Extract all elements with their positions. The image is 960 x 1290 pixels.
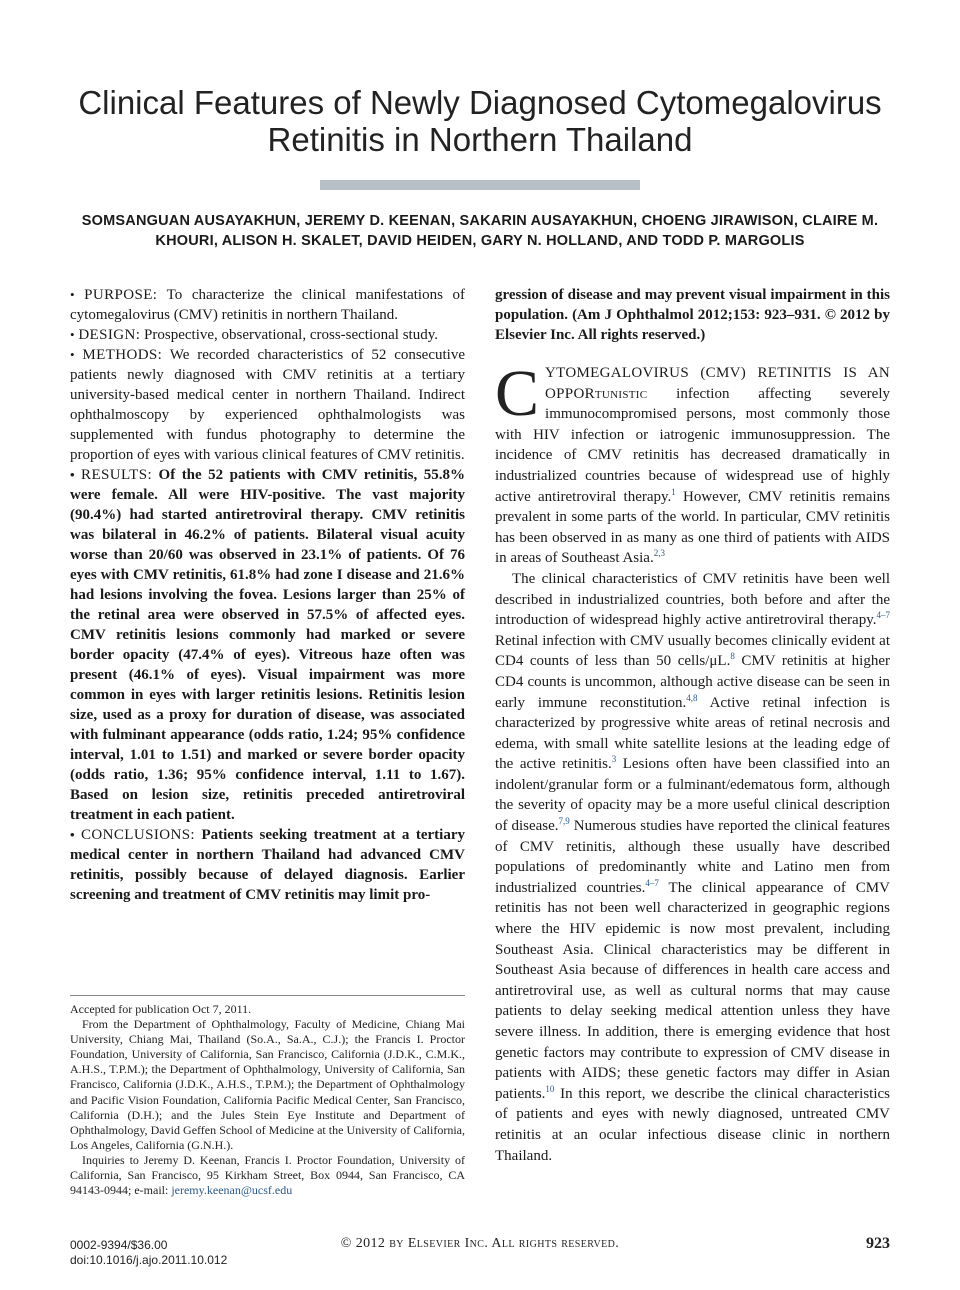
title-divider (320, 180, 640, 190)
body-text: Retinal infection with CMV usually becomes clinically evident at CD4 counts of less than 50 cells/μL. (495, 632, 890, 670)
abstract-continued: gression of disease and may prevent visual impairment in this population. (Am J Ophthalmol 2012;153: 923–931. © 2012 by Elsevier Inc. All rights reserved.) (495, 287, 890, 343)
page-number: 923 (866, 1235, 890, 1252)
conclusions-label: CONCLUSIONS: (81, 827, 195, 843)
abstract-conclusions (70, 825, 465, 905)
author-list: SOMSANGUAN AUSAYAKHUN, JEREMY D. KEENAN, SAKARIN AUSAYAKHUN, CHOENG JIRAWISON, CLAIRE M. KHOURI, ALISON H. SKALET, DAVID HEIDEN, GARY N. HOLLAND, AND TODD P. MARGOLIS (81, 213, 879, 249)
intro-paragraph-1 (495, 357, 891, 569)
footnotes (70, 1002, 465, 1198)
purpose-label: PURPOSE: (84, 287, 158, 303)
lead-in-text: YTOMEGALOVIRUS (CMV) RETINITIS IS AN OPPORtunistic (545, 365, 890, 402)
abstract-design (70, 325, 465, 345)
drop-cap: C (495, 357, 540, 430)
reference-link[interactable]: 2,3 (653, 548, 665, 559)
abstract-column (70, 285, 465, 905)
email-link[interactable]: jeremy.keenan@ucsf.edu (171, 1183, 293, 1198)
body-text: Numerous studies have reported the clinical features of CMV retinitis, although these usually have described populations of predominantly white and Latino men from industrialized countries. (495, 818, 891, 896)
results-label: RESULTS: (81, 467, 153, 483)
correspondence (70, 1153, 465, 1198)
purpose-text: To characterize the clinical manifestations of cytomegalovirus (CMV) retinitis in northern Thailand. (70, 287, 465, 323)
body-text: infection affecting severely immunocompromised persons, most commonly those with HIV infection or iatrogenic immunosuppression. The incidence of CMV retinitis has decreased dramatically in industrialized countries because of widespread use of highly active antiretroviral therapy. (495, 385, 890, 505)
abstract-results (70, 465, 465, 825)
affiliations: From the Department of Ophthalmology, Faculty of Medicine, Chiang Mai University, Chiang Mai, Thailand (So.A., Sa.A., C.J.); the Francis I. Proctor Foundation, University of California, San Francisco, California (J.D.K., C.M.K., A.H.S., T.P.M.); the Department of Ophthalmology, University of California, San Francisco, California (J.D.K., A.H.S., T.P.M.); the Department of Ophthalmology and Pacific Vision Foundation, California Pacific Medical Center, San Francisco, California (D.H.); and the Jules Stein Eye Institute and Department of Ophthalmology, David Geffen School of Medicine at the University of California, Los Angeles, California (G.N.H.). (70, 1017, 465, 1152)
body-column (495, 285, 890, 1166)
body-text: Active retinal infection is characterized by progressive white areas of retinal necrosis and edema, with small white satellite lesions at the leading edge of the active retinitis. (495, 694, 890, 773)
accepted-date: Accepted for publication Oct 7, 2011. (70, 1002, 252, 1016)
body-text: In this report, we describe the clinical characteristics of patients and eyes with newly diagnosed, untreated CMV retinitis at an ocular infectious disease clinic in northern Thailand. (495, 1085, 890, 1164)
reference-link[interactable]: 4–7 (645, 877, 659, 888)
bullet-icon: • (70, 347, 75, 362)
bullet-icon: • (70, 467, 75, 482)
body-text: CMV retinitis at higher CD4 counts is uncommon, although active disease can be seen in early immune reconstitution. (495, 653, 890, 711)
body-text: However, CMV retinitis remains prevalent in some parts of the world. In particular, CMV retinitis has been observed in as many as one third of patients with AIDS in areas of Southeast Asia. (495, 488, 891, 567)
reference-link[interactable]: 10 (545, 1083, 555, 1094)
inquiries-text: Inquiries to Jeremy D. Keenan, Francis I. Proctor Foundation, University of California, San Francisco, 95 Kirkham Street, Box 0944, San Francisco, CA 94143-0944; e-mail: (70, 1152, 465, 1198)
reference-link[interactable]: 4,8 (686, 692, 698, 703)
reference-link[interactable]: 8 (730, 651, 735, 662)
methods-label: METHODS: (82, 347, 163, 363)
intro-paragraph-2 (495, 569, 890, 1166)
body-text: The clinical appearance of CMV retinitis has not been well characterized in geographic regions where the HIV epidemic is now most prevalent, including Southeast Asia. Clinical characteristics may be different in Southeast Asia because of differences in health care access and antiretroviral use, as well as cultural norms that may cause patients to delay seeking medical attention unless they have severe illness. In addition, there is emerging evidence that host genetic factors may contribute to expression of CMV disease in patients with AIDS; these genetic factors may differ in Asian patients. (495, 879, 890, 1102)
design-label: DESIGN: (78, 327, 141, 343)
bullet-icon: • (70, 287, 75, 302)
doi: doi:10.1016/j.ajo.2011.10.012 (70, 1253, 228, 1267)
copyright-notice: © 2012 by Elsevier Inc. All rights reserved. (340, 1236, 620, 1251)
abstract-purpose (70, 285, 465, 325)
body-text: The clinical characteristics of CMV retinitis have been well described in industrialized countries, both before and after the introduction of widespread highly active antiretroviral therapy. (495, 570, 890, 629)
reference-link[interactable]: 7,9 (558, 816, 570, 827)
footnote-divider (70, 995, 465, 996)
bullet-icon: • (70, 827, 75, 842)
results-text: Of the 52 patients with CMV retinitis, 55.8% were female. All were HIV-positive. The vast majority (90.4%) had started antiretroviral therapy. CMV retinitis was bilateral in 46.2% of patients. Bilateral visual acuity worse than 20/60 was observed in 23.1% of patients. Of 76 eyes with CMV retinitis, 61.8% had zone I disease and 21.6% had lesions involving the fovea. Lesions larger than 25% of the retinal area were observed in 57.5% of affected eyes. CMV retinitis lesions commonly had marked or severe border opacity (47.4% of eyes). Vitreous haze often was present (46.1% of eyes). Visual impairment was more common in eyes with larger retinitis lesions. Retinitis lesion size, used as a proxy for duration of disease, was associated with fulminant appearance (odds ratio, 1.24; 95% confidence interval, 1.01 to 1.51) and marked or severe border opacity (odds ratio, 1.36; 95% confidence interval, 1.11 to 1.67). Based on lesion size, retinitis preceded antiretroviral treatment in each patient. (70, 467, 466, 823)
methods-text: We recorded characteristics of 52 consecutive patients newly diagnosed with CMV retinitis at a tertiary university-based medical center in northern Thailand. Indirect ophthalmoscopy by experienced ophthalmologists was supplemented with fundus photography to determine the proportion of eyes with various clinical features of CMV retinitis. (70, 347, 465, 463)
body-text: Lesions often have been classified into an indolent/granular form or a fulminant/edematous form, although the severity of opacity may be a more useful clinical description of disease. (495, 756, 890, 835)
issn-price: 0002-9394/$36.00 (70, 1238, 168, 1252)
design-text: Prospective, observational, cross-sectional study. (144, 327, 438, 343)
reference-link[interactable]: 3 (611, 754, 617, 765)
article-title: Clinical Features of Newly Diagnosed Cytomegalovirus Retinitis in Northern Thailand (78, 84, 882, 158)
abstract-methods (70, 345, 465, 465)
journal-identifiers (70, 1238, 227, 1268)
reference-link[interactable]: 4–7 (876, 610, 890, 621)
bullet-icon: • (70, 327, 75, 342)
reference-link[interactable]: 1 (671, 486, 676, 497)
conclusions-text: Patients seeking treatment at a tertiary medical center in northern Thailand had advanced CMV retinitis, possibly because of delayed diagnosis. Earlier screening and treatment of CMV retinitis may limit pro- (70, 827, 465, 903)
